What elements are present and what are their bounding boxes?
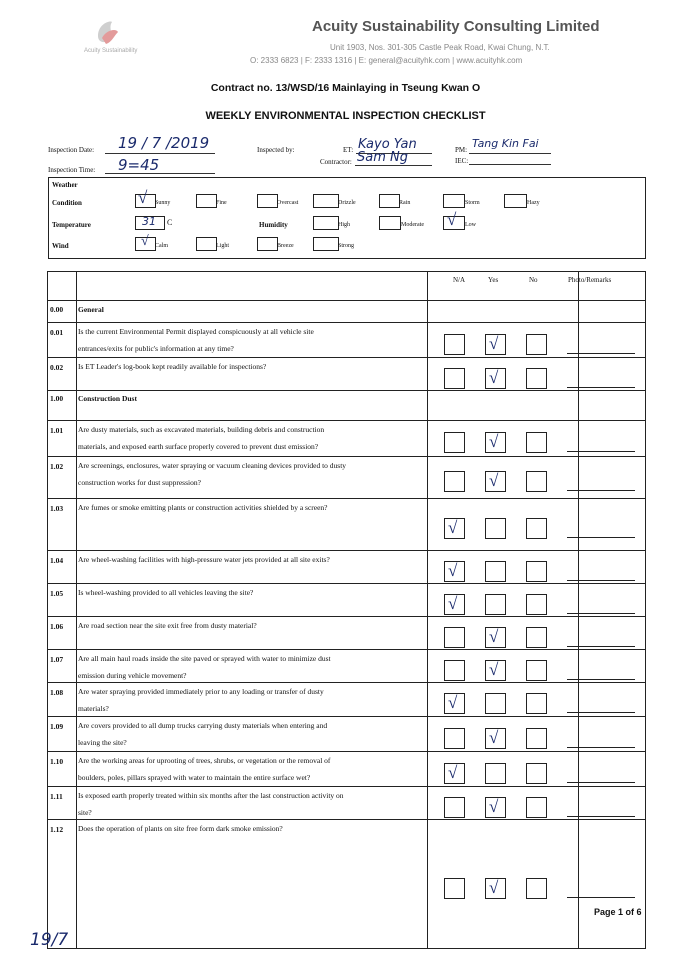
condition-label: Condition <box>52 199 82 207</box>
table-row <box>48 583 645 616</box>
table-row <box>48 649 645 682</box>
checkbox-yes[interactable] <box>485 763 506 784</box>
section-title: Construction Dust <box>78 394 137 403</box>
condition-option-drizzle: Drizzle <box>338 200 356 206</box>
inspection-date-label: Inspection Date: <box>48 146 95 154</box>
section-heading-row <box>48 301 645 322</box>
checkbox-no[interactable] <box>526 797 547 818</box>
checklist-table <box>47 271 646 949</box>
inspection-date-line <box>105 153 215 154</box>
checkbox-no[interactable] <box>526 432 547 453</box>
question-text: Are wheel-washing facilities with high-pressure water jets provided at all site exits? <box>78 555 330 564</box>
remarks-field[interactable] <box>567 580 635 581</box>
condition-checkbox-drizzle[interactable] <box>313 194 339 208</box>
check-mark-icon: √ <box>489 368 499 387</box>
question-text: leaving the site? <box>78 738 127 747</box>
pm-value: Tang Kin Fai <box>472 137 539 150</box>
item-number: 1.09 <box>50 722 64 731</box>
checkbox-na[interactable] <box>444 471 465 492</box>
checkbox-na[interactable] <box>444 660 465 681</box>
checkbox-na[interactable] <box>444 693 465 714</box>
question-text: Is wheel-washing provided to all vehicles leaving the site? <box>78 588 254 597</box>
checkbox-yes[interactable] <box>485 518 506 539</box>
item-number: 1.00 <box>50 394 64 403</box>
checkbox-yes[interactable] <box>485 432 506 453</box>
check-mark-icon: √ <box>489 432 499 451</box>
remarks-field[interactable] <box>567 613 635 614</box>
question-text: Does the operation of plants on site free form dark smoke emission? <box>78 824 283 833</box>
check-mark-icon: √ <box>489 660 499 679</box>
table-row <box>48 498 645 550</box>
item-number: 0.02 <box>50 363 64 372</box>
checkbox-no[interactable] <box>526 334 547 355</box>
checkbox-yes[interactable] <box>485 797 506 818</box>
remarks-field[interactable] <box>567 387 635 388</box>
humidity-option-moderate: Moderate <box>401 222 424 228</box>
condition-option-rain: Rain <box>399 200 411 206</box>
inspection-time-label: Inspection Time: <box>48 166 96 174</box>
remarks-field[interactable] <box>567 816 635 817</box>
temperature-value: 31 <box>142 215 156 228</box>
wind-label: Wind <box>52 242 69 250</box>
iec-label: IEC: <box>455 157 469 165</box>
logo-leaf-icon <box>78 14 138 69</box>
check-mark-icon: √ <box>489 334 499 353</box>
page-number: Page 1 of 6 <box>594 907 642 917</box>
question-text: Are dusty materials, such as excavated materials, building debris and construction <box>78 425 325 434</box>
check-mark-icon: √ <box>448 594 458 613</box>
document-title: WEEKLY ENVIRONMENTAL INSPECTION CHECKLIST <box>205 110 486 122</box>
checkbox-no[interactable] <box>526 693 547 714</box>
table-row <box>48 357 645 390</box>
checkbox-no[interactable] <box>526 368 547 389</box>
item-number: 1.02 <box>50 462 64 471</box>
question-text: Are water spraying provided immediately prior to any loading or transfer of dusty <box>78 687 324 696</box>
question-text: Is exposed earth properly treated within six months after the last construction activity on <box>78 791 344 800</box>
question-text: Are road section near the site exit free from dusty material? <box>78 621 257 630</box>
checkbox-yes[interactable] <box>485 627 506 648</box>
wind-option-calm: Calm <box>155 243 168 249</box>
wind-option-strong: Strong <box>338 243 355 249</box>
checkbox-no[interactable] <box>526 627 547 648</box>
condition-option-storm: Storm <box>465 200 480 206</box>
checkbox-na[interactable] <box>444 627 465 648</box>
question-text: Are covers provided to all dump trucks carrying dusty materials when entering and <box>78 721 328 730</box>
wind-checkbox-strong[interactable] <box>313 237 339 251</box>
table-row <box>48 550 645 583</box>
handwritten-date: 19/7 <box>30 930 69 950</box>
checkbox-na[interactable] <box>444 368 465 389</box>
checkbox-yes[interactable] <box>485 594 506 615</box>
item-number: 0.00 <box>50 305 64 314</box>
table-row <box>48 682 645 716</box>
checkbox-na[interactable] <box>444 878 465 899</box>
weather-heading: Weather <box>52 181 78 189</box>
condition-checkbox-fine[interactable] <box>196 194 217 208</box>
check-mark-icon: √ <box>448 518 458 537</box>
wind-checkbox-light[interactable] <box>196 237 217 251</box>
question-text: Is the current Environmental Permit displayed conspicuously at all vehicle site <box>78 327 314 336</box>
temperature-field[interactable] <box>135 216 165 230</box>
checkbox-yes[interactable] <box>485 878 506 899</box>
remarks-field[interactable] <box>567 782 635 783</box>
table-row <box>48 751 645 786</box>
checkbox-yes[interactable] <box>485 368 506 389</box>
remarks-field[interactable] <box>567 747 635 748</box>
checkbox-na[interactable] <box>444 518 465 539</box>
table-row <box>48 420 645 456</box>
checkbox-na[interactable] <box>444 797 465 818</box>
checkbox-na[interactable] <box>444 561 465 582</box>
logo-text: Acuity Sustainability <box>84 48 138 54</box>
checkbox-na[interactable] <box>444 432 465 453</box>
remarks-field[interactable] <box>567 490 635 491</box>
et-value: Kayo Yan <box>358 137 417 152</box>
table-row <box>48 322 645 357</box>
condition-option-fine: Fine <box>216 200 227 206</box>
condition-checkbox-storm[interactable] <box>443 194 465 208</box>
wind-checkbox-calm[interactable]: √ <box>135 237 156 251</box>
column-header: N/A <box>453 276 466 284</box>
column-header: Photo/Remarks <box>568 276 612 284</box>
check-mark-icon: √ <box>489 878 499 897</box>
question-text: Is ET Leader's log-book kept readily available for inspections? <box>78 362 267 371</box>
remarks-field[interactable] <box>567 451 635 452</box>
company-logo <box>78 14 138 69</box>
contractor-line <box>355 165 432 166</box>
section-heading-row <box>48 390 645 420</box>
question-text: Are the working areas for uprooting of trees, shrubs, or vegetation or the removal of <box>78 756 331 765</box>
checkbox-yes[interactable] <box>485 561 506 582</box>
humidity-checkbox-moderate[interactable] <box>379 216 401 230</box>
item-number: 1.07 <box>50 655 64 664</box>
condition-option-hazy: Hazy <box>527 200 540 206</box>
checkbox-yes[interactable] <box>485 471 506 492</box>
remarks-field[interactable] <box>567 712 635 713</box>
item-number: 1.05 <box>50 589 64 598</box>
question-text: site? <box>78 808 92 817</box>
checkbox-yes[interactable] <box>485 660 506 681</box>
item-number: 1.08 <box>50 688 64 697</box>
remarks-field[interactable] <box>567 679 635 680</box>
humidity-option-high: High <box>338 222 350 228</box>
temperature-label: Temperature <box>52 221 91 229</box>
check-mark-icon: √ <box>448 763 458 782</box>
table-row <box>48 819 645 948</box>
checkbox-no[interactable] <box>526 878 547 899</box>
item-number: 1.01 <box>50 426 64 435</box>
question-text: materials? <box>78 704 109 713</box>
humidity-option-low: Low <box>465 222 476 228</box>
remarks-field[interactable] <box>567 537 635 538</box>
check-mark-icon: √ <box>448 693 458 712</box>
remarks-field[interactable] <box>567 646 635 647</box>
table-row <box>48 786 645 819</box>
checkbox-no[interactable] <box>526 471 547 492</box>
question-text: construction works for dust suppression? <box>78 478 201 487</box>
checkbox-no[interactable] <box>526 561 547 582</box>
inspection-time-value: 9=45 <box>118 156 160 174</box>
inspected-by-label: Inspected by: <box>257 146 295 154</box>
question-text: Are fumes or smoke emitting plants or construction activities shielded by a screen? <box>78 503 328 512</box>
check-mark-icon: √ <box>489 797 499 816</box>
contract-title: Contract no. 13/WSD/16 Mainlaying in Tseung Kwan O <box>210 82 481 94</box>
question-text: Are all main haul roads inside the site paved or sprayed with water to minimize dust <box>78 654 331 663</box>
iec-line <box>469 164 551 165</box>
contractor-value: Sam Ng <box>357 150 408 165</box>
company-name: Acuity Sustainability Consulting Limited <box>312 18 600 35</box>
column-header: Yes <box>488 276 499 284</box>
column-header: No <box>529 276 538 284</box>
item-number: 1.03 <box>50 504 64 513</box>
humidity-label: Humidity <box>259 221 288 229</box>
question-text: boulders, poles, pillars sprayed with water to maintain the entire surface wet? <box>78 773 311 782</box>
checkbox-no[interactable] <box>526 660 547 681</box>
temperature-unit: C <box>167 218 173 227</box>
item-number: 0.01 <box>50 328 64 337</box>
wind-checkbox-breeze[interactable] <box>257 237 278 251</box>
condition-checkbox-hazy[interactable] <box>504 194 527 208</box>
check-mark-icon: √ <box>448 561 458 580</box>
humidity-checkbox-low[interactable]: √ <box>443 216 465 230</box>
remarks-field[interactable] <box>567 353 635 354</box>
checkbox-yes[interactable] <box>485 334 506 355</box>
checkbox-na[interactable] <box>444 334 465 355</box>
checkbox-yes[interactable] <box>485 693 506 714</box>
checkbox-na[interactable] <box>444 594 465 615</box>
item-number: 1.12 <box>50 825 64 834</box>
question-text: Are screenings, enclosures, water spraying or vacuum cleaning devices provided to dusty <box>78 461 347 470</box>
company-address: Unit 1903, Nos. 301-305 Castle Peak Road, Kwai Chung, N.T. <box>330 43 550 52</box>
wind-option-breeze: Breeze <box>277 243 294 249</box>
weather-section <box>48 177 646 259</box>
condition-option-sunny: Sunny <box>155 200 171 206</box>
question-text: emission during vehicle movement? <box>78 671 187 680</box>
question-text: materials, and exposed earth surface properly covered to prevent dust emission? <box>78 442 319 451</box>
condition-checkbox-rain[interactable] <box>379 194 400 208</box>
item-number: 1.06 <box>50 622 64 631</box>
condition-checkbox-overcast[interactable] <box>257 194 278 208</box>
checkbox-no[interactable] <box>526 728 547 749</box>
inspection-date-value: 19 / 7 /2019 <box>118 134 210 152</box>
table-row <box>48 716 645 751</box>
condition-option-overcast: Overcast <box>277 200 299 206</box>
section-title: General <box>78 305 104 314</box>
item-number: 1.04 <box>50 556 64 565</box>
checkbox-yes[interactable] <box>485 728 506 749</box>
contractor-label: Contractor: <box>320 158 352 166</box>
humidity-checkbox-high[interactable] <box>313 216 339 230</box>
checkbox-no[interactable] <box>526 594 547 615</box>
item-number: 1.10 <box>50 757 64 766</box>
check-mark-icon: √ <box>489 627 499 646</box>
table-row <box>48 616 645 649</box>
table-row <box>48 456 645 498</box>
condition-checkbox-sunny[interactable]: √ <box>135 194 156 208</box>
checkbox-no[interactable] <box>526 518 547 539</box>
company-contacts: O: 2333 6823 | F: 2333 1316 | E: general@acuityhk.com | www.acuityhk.com <box>250 56 523 65</box>
checkbox-no[interactable] <box>526 763 547 784</box>
remarks-field[interactable] <box>567 897 635 898</box>
checkbox-na[interactable] <box>444 763 465 784</box>
pm-line <box>469 153 551 154</box>
et-label: ET: <box>343 146 354 154</box>
wind-option-light: Light <box>216 243 229 249</box>
pm-label: PM: <box>455 146 468 154</box>
checkbox-na[interactable] <box>444 728 465 749</box>
check-mark-icon: √ <box>489 728 499 747</box>
question-text: entrances/exits for public's information at any time? <box>78 344 234 353</box>
item-number: 1.11 <box>50 792 63 801</box>
check-mark-icon: √ <box>489 471 499 490</box>
